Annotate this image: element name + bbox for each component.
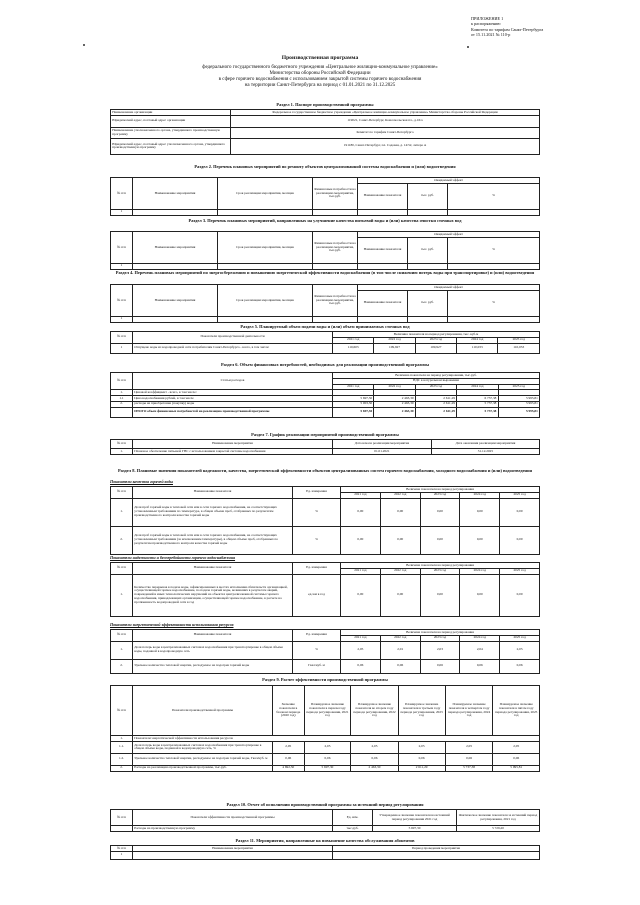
section-11-title: Раздел 11. Мероприятия, направленные на повышение качества обслуживания абонентов xyxy=(235,838,415,843)
section-2-table: № п/п Наименование мероприятия Срок реализации мероприятия, месяцев Финансовые потребности на реализацию мероприятия, тыс.руб. Ожидаемый эффект Наименование показателя тыс. руб. % 1 xyxy=(110,177,540,216)
document-title xyxy=(0,55,640,89)
table-row: 1 Отпущено воды из водопроводной сети потребителям Санкт-Петербурга - всего, в том числе: 110,603 109,927 109,927 110,033 110,033 xyxy=(111,343,540,353)
table-row: 1 xyxy=(111,851,540,859)
section-3-table: № п/п Наименование мероприятия Срок реализации мероприятия, месяцев Финансовые потребности на реализацию мероприятия, тыс.руб. Ожидаемый эффект Наименование показателя тыс. руб. % 1 xyxy=(110,231,540,270)
energy-efficiency-table: № п/п Наименование показателя Ед. измерения Величина показателя на период регулирования 2021 год 2022 год 2023 год 2024 год 2025 год 1. Доля потерь воды в централизованных системах водоснабжения при транспортировке в общем объеме воды, поданной в водопроводную сеть % 2,05 2,01 2,03 2,04 2,05 2. Удельное количество тепловой энергии, расходуемое на подогрев горячей воды Гкал/куб. м 0,06 0,06 0,06 0,06 0,06 xyxy=(110,629,540,674)
section-4-title: Раздел 4. Перечень плановых мероприятий по энергосбережению и повышению энергетической эффективности водоснабжения (в том числе снижению потерь воды при транспортировке) и (или) водоотведения xyxy=(115,270,535,275)
section-4-table: № п/п Наименование мероприятия Срок реализации мероприятия, месяцев Финансовые потребности на реализацию мероприятия, тыс.руб. Ожидаемый эффект Наименование показателя тыс. руб. % 1 xyxy=(110,284,540,323)
section-8-title: Раздел 8. Плановые значения показателей надежности, качества, энергетической эффективности объектов централизованных систем горячего водоснабжения, холодного водоснабжения и (или) водоотведения xyxy=(118,468,532,473)
approval-stamp xyxy=(471,16,543,37)
table-row: 2. Доля проб горячей воды в тепловой сети или в сети горячего водоснабжения, не соответствующих установленным требованиям (за исключением температуры), в общем объеме проб, отобранных по результатам производственного контроля качества горячей воды % 0,00 0,00 0,00 0,00 0,00 xyxy=(111,526,540,554)
section-5-table: № п/п Показатели производственной деятельности Величина показателя на период регулирования, тыс. куб.м 2021 год 2022 год 2023 год 2024 год 2025 год 1 Отпущено воды из водопроводной сети потребителям Санкт-Петербурга - всего, в том числе: 110,603 109,927 109,927 110,033 110,033 xyxy=(110,331,540,354)
reliability-table: № п/п Наименование показателя Ед. измерения Величина показателя на период регулирования 2021 год 2022 год 2023 год 2024 год 2025 год 1. Количество перерывов в подаче воды, зафиксированных в местах исполнения обязательств организацией, осуществляющей горячее водоснабжение, по подаче горячей воды, возникших в результате аварий, повреждений и иных технологических нарушений на объектах централизованной системы горячего водоснабжения, принадлежащих организации, осуществляющей горячее водоснабжение, в расчете на протяженность водопроводной сети в год ед./км в год 0,00 0,00 0,00 0,00 0,00 xyxy=(110,562,540,617)
table-row: 1 xyxy=(111,263,540,269)
table-row: 1 xyxy=(111,209,540,215)
section-6-title: Раздел 6. Объем финансовых потребностей, необходимых для реализации производственной программы xyxy=(221,362,429,367)
scan-speck xyxy=(467,46,469,48)
passport-table xyxy=(110,109,540,155)
table-row: Наименование организации Федеральное государственное бюджетное учреждение «Центральное жилищно-коммунальное управление» Министерства обороны Российской Федерации xyxy=(111,110,540,116)
section-8-subtitle: Показатели энергетической эффективности использования ресурсов xyxy=(110,622,234,627)
table-row: 1. Доля проб горячей воды в тепловой сети или в сети горячего водоснабжения, не соответствующих установленным требованиям по температуре, в общем объеме проб, отобранных по результатам производственного контроля качества горячей воды % 0,00 0,00 0,00 0,00 0,00 xyxy=(111,498,540,526)
table-row: 1. Ценовой коэффициент - всего, в том числе: xyxy=(111,390,540,396)
approval-line: от 15.11.2021 № 110-р xyxy=(471,31,511,37)
section-7-table: № п/п Наименование мероприятия Дата начала реализации мероприятия Дата окончания реализации мероприятия 1. Плановое обеспечение питьевой ГВС с использованием закрытой системы водоснабжения 01.01.2021 31.12.2025 xyxy=(110,439,540,455)
table-row: 1 xyxy=(111,316,540,322)
table-row: 2. Удельное количество тепловой энергии, расходуемое на подогрев горячей воды Гкал/куб. м 0,06 0,06 0,06 0,06 0,06 xyxy=(111,659,540,673)
report-table: № п/п Показатели эффективности производственной программы Ед. изм. Утвержденное значение показателя на истекший период регулирования 2021 год Фактическое значение показателя за истекший период регулирования, 2021 год Расходы на производственную программу тыс.руб. 5 697,30 5 729,20 xyxy=(110,809,540,832)
table-row: 2. расходы на приобретение (покупку) воды 5 003,30 2 463,30 2 611,29 5 737,38 5 995,81 xyxy=(111,401,540,407)
table-row: 1.1 Цена водоснабжения рублей, в том числе 5 697,30 2 463,30 2 611,29 6 737,38 5 995,81 xyxy=(111,396,540,402)
table-row: 1. Количество перерывов в подаче воды, зафиксированных в местах исполнения обязательств организацией, осуществляющей горячее водоснабжение, по подаче горячей воды, возникших в результате аварий, повреждений и иных технологических нарушений на объектах централизованной системы горячего водоснабжения, принадлежащих организации, осуществляющей горячее водоснабжение, в расчете на протяженность водопроводной сети в год ед./км в год 0,00 0,00 0,00 0,00 0,00 xyxy=(111,574,540,616)
table-row: 1. Плановое обеспечение питьевой ГВС с использованием закрытой системы водоснабжения 01.01.2021 31.12.2025 xyxy=(111,449,540,455)
table-row: Наименование уполномоченного органа, утвердившего производственную программу Комитет по тарифам Санкт-Петербурга xyxy=(111,127,540,138)
section-2-title: Раздел 2. Перечень плановых мероприятий по ремонту объектов централизованной системы водоснабжения и (или) водоотведения xyxy=(194,164,456,169)
section-8-subtitle: Показатели надежности и бесперебойности горячего водоснабжения xyxy=(110,555,236,560)
table-row: Юридический адрес, почтовый адрес организации 119021, Санкт-Петербург, Комсомольская пл., д.16/а xyxy=(111,115,540,127)
service-quality-table: № п/п Наименование мероприятия Период проведения мероприятия 1 xyxy=(110,845,540,860)
section-5-title: Раздел 5. Планируемый объем подачи воды и (или) объем принимаемых сточных вод xyxy=(240,324,410,329)
water-quality-table: № п/п Наименование показателя Ед. измерения Величина показателя на период регулирования 2021 год 2022 год 2023 год 2024 год 2025 год 1. Доля проб горячей воды в тепловой сети или в сети горячего водоснабжения, не соответствующих установленным требованиям по температуре, в общем объеме проб, отобранных по результатам производственного контроля качества горячей воды % 0,00 0,00 0,00 0,00 0,00 2. Доля проб горячей воды в тепловой сети или в сети горячего водоснабжения, не соответствующих установленным требованиям (за исключением температуры), в общем объеме проб, отобранных по результатам производственного контроля качества горячей воды % 0,00 0,00 0,00 0,00 0,00 xyxy=(110,486,540,555)
title-line: на территории Санкт-Петербурга на период с 01.01.2021 по 31.12.2025 xyxy=(244,83,396,88)
scan-speck xyxy=(83,44,85,46)
section-6-table: № п/п Статьи расходов Величина показателя на период регулирования, тыс.руб. НДС в натуральном выражении 2021 год 2022 год 2023 год 2024 год 2025 год 1. Ценовой коэффициент - всего, в том числе: 1.1 Цена водоснабжения рублей, в том числе 5 697,30 2 463,30 2 611,29 6 737,38 5 995,81 2. расходы на приобретение (покупку) воды 5 003,30 2 463,30 2 611,29 5 737,38 5 995,81 ИТОГО объем финансовых потребностей на реализацию производственной программы 5 697,30 2 463,30 2 611,29 5 737,38 5 995,81 xyxy=(110,372,540,418)
section-3-title: Раздел 3. Перечень плановых мероприятий, направленных на улучшение качества питьевой воды и (или) качества очистки сточных вод xyxy=(188,218,462,223)
approval-line: ПРИЛОЖЕНИЕ 1 xyxy=(471,16,504,21)
section-7-title: Раздел 7. График реализации мероприятий производственной программы xyxy=(251,432,399,437)
title-line: Министерства обороны Российской Федерации xyxy=(269,71,371,76)
table-row-total: ИТОГО объем финансовых потребностей на реализацию производственной программы 5 697,30 2 463,30 2 611,29 5 737,38 5 995,81 xyxy=(111,407,540,417)
section-1-title: Раздел 1. Паспорт производственной программы xyxy=(276,102,374,107)
table-row: 1. Доля потерь воды в централизованных системах водоснабжения при транспортировке в общем объеме воды, поданной в водопроводную сеть % 2,05 2,01 2,03 2,04 2,05 xyxy=(111,641,540,659)
section-9-title: Раздел 9. Расчет эффективности производственной программы xyxy=(262,677,388,682)
table-row: 2. Расходы на реализацию производственной программы, тыс.руб. 4 692,30 5 697,30 2 463,30 2 611,29 5 737,38 5 995,81 xyxy=(111,765,540,771)
table-row: 1.2. Удельное количество тепловой энергии, расходуемое на подогрев горячей воды, Гкал/куб. м 0,06 0,06 0,06 0,06 0,06 0,06 xyxy=(111,753,540,765)
title-main: Производственная программа xyxy=(281,55,359,61)
table-row: Юридический адрес, почтовый адрес уполномоченного органа, утвердившего производственную программу 191180, Санкт-Петербург, пл. Садовая, д. 14/52, литера А xyxy=(111,138,540,154)
approval-line: к распоряжению xyxy=(471,21,501,27)
title-line: федерального государственного бюджетного учреждения «Центральное жилищно-коммунальное управление» xyxy=(202,65,438,70)
section-8-subtitle: Показатели качества горячей воды xyxy=(110,479,173,484)
title-line: в сфере горячего водоснабжения с использованием закрытой системы горячего водоснабжения xyxy=(218,77,422,82)
table-row: Расходы на производственную программу тыс.руб. 5 697,30 5 729,20 xyxy=(111,826,540,832)
approval-line: Комитета по тарифам Санкт-Петербурга xyxy=(471,26,544,32)
table-row: 1.1. Доля потерь воды в централизованных системах водоснабжения при транспортировке в общем объеме воды, поданной в водопроводную сеть, % 2,05 2,05 2,05 2,05 2,05 2,05 xyxy=(111,741,540,753)
efficiency-table: № п/п Показатели производственной программы Значение показателя в базовом периоде (2020 год) Планируемое значение показателя в первом году периода регулирования, 2021 год Планируемое значение показателя во втором году периода регулирования, 2022 год Планируемое значение показателя в третьем году периода регулирования, 2023 год Планируемое значение показателя в четвертом году периода регулирования, 2024 год Планируемое значение показателя в пятом году периода регулирования, 2025 год 1. Показатели энергетической эффективности использования ресурсов 1.1. Доля потерь воды в централизованных системах водоснабжения при транспортировке в общем объеме воды, поданной в водопроводную сеть, % 2,05 2,05 2,05 2,05 2,05 2,05 1.2. Удельное количество тепловой энергии, расходуемое на подогрев горячей воды, Гкал/куб. м 0,06 0,06 0,06 0,06 0,06 0,06 2. Расходы на реализацию производственной программы, тыс.руб. 4 692,30 5 697,30 2 463,30 2 611,29 5 737,38 5 995,81 xyxy=(110,685,540,772)
section-10-title: Раздел 10. Отчет об исполнении производственной программы за истекший период регулирования xyxy=(226,802,424,807)
table-row: 1. Показатели энергетической эффективности использования ресурсов xyxy=(111,736,540,742)
